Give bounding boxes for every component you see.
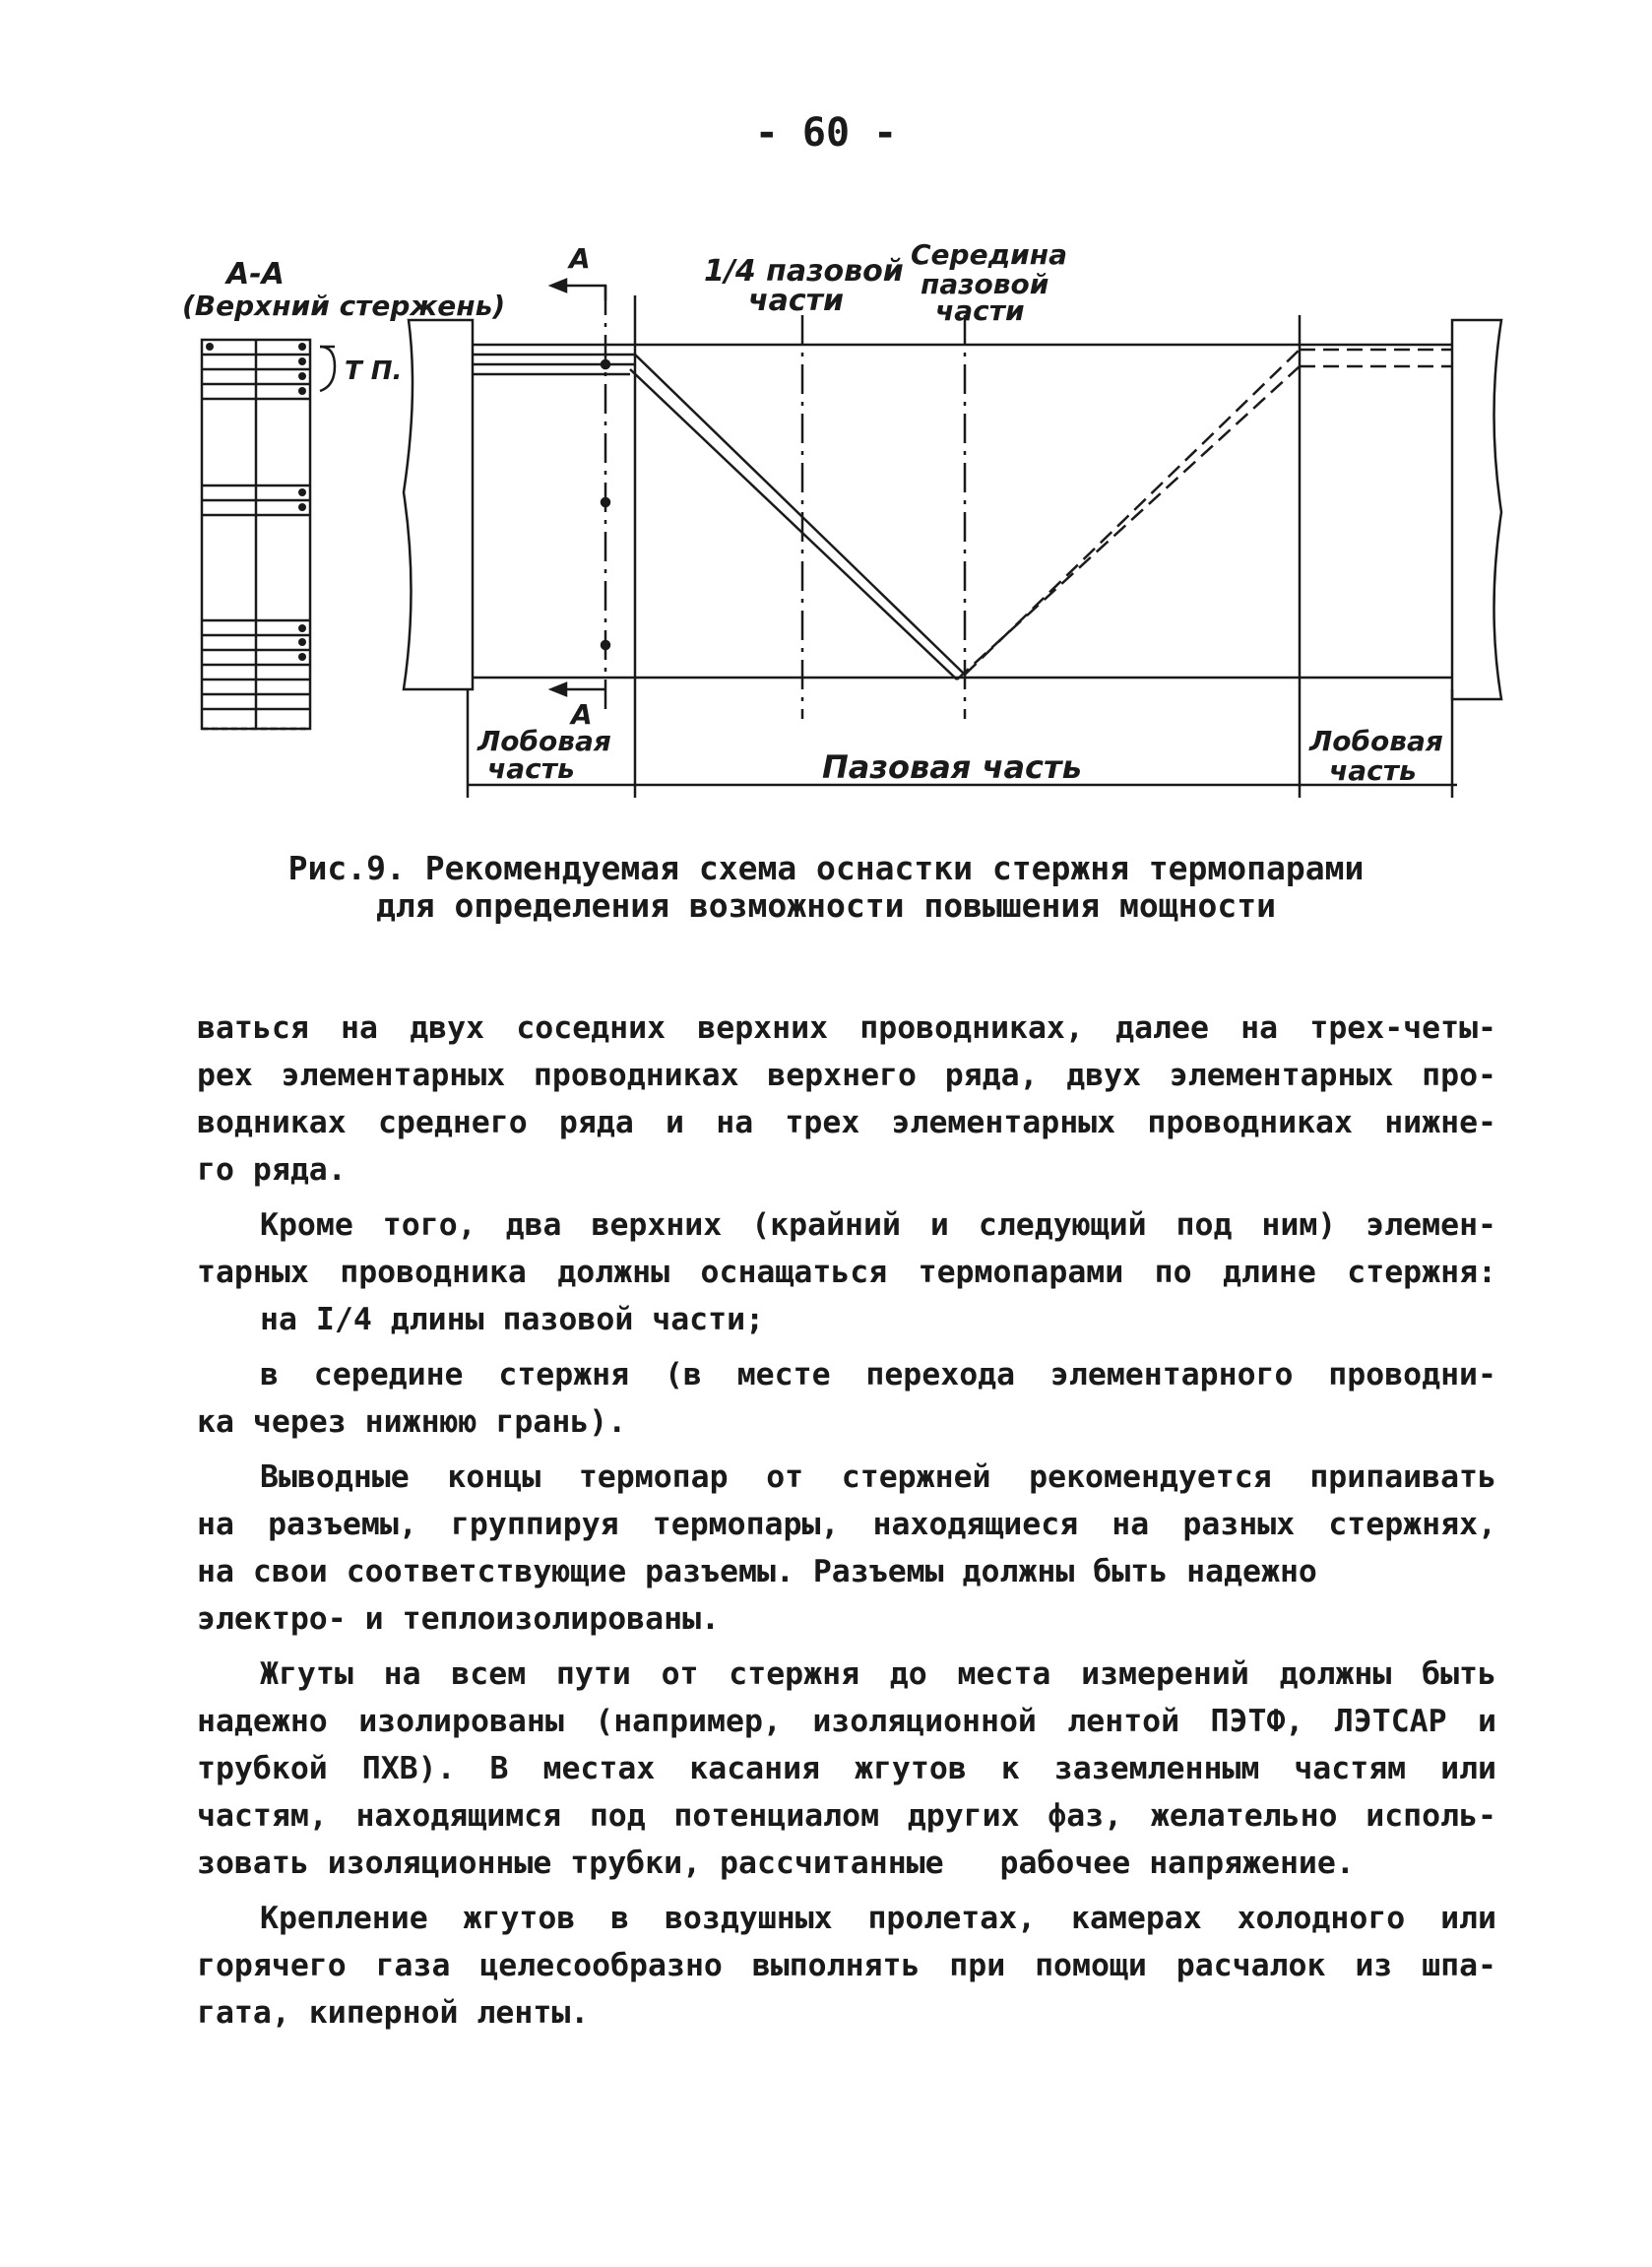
text-line: рех элементарных проводниках верхнего ряда, двух элементарных про- <box>197 1058 1496 1093</box>
right-end-label-2: часть <box>1329 754 1417 787</box>
text-line: надежно изолированы (например, изоляционной лентой ПЭТФ, ЛЭТСАР и <box>197 1704 1496 1739</box>
text-line: Жгуты на всем пути от стержня до места измерений должны быть <box>260 1656 1496 1692</box>
text-line: на разъемы, группируя термопары, находящиеся на разных стержнях, <box>197 1507 1496 1542</box>
tp-bracket <box>320 347 335 391</box>
body-text <box>197 1004 1496 2037</box>
middle-label-1: Середина <box>911 238 1068 271</box>
right-end-core <box>1452 320 1501 699</box>
text-line: гата, киперной ленты. <box>197 1995 590 2031</box>
text-line: водниках среднего ряда и на трех элементарных проводниках нижне- <box>197 1105 1496 1140</box>
arrow-top-label: А <box>569 242 591 275</box>
text-line: электро- и теплоизолированы. <box>197 1601 721 1637</box>
text-line: горячего газа целесообразно выполнять при помощи расчалок из шпа- <box>197 1948 1496 1983</box>
text-line: зовать изоляционные трубки, рассчитанные рабочее напряжение. <box>197 1846 1355 1881</box>
text-line: трубкой ПХВ). В местах касания жгутов к заземленным частям или <box>197 1751 1496 1786</box>
arrow-bottom-label: А <box>571 698 593 731</box>
left-end-label-1: Лобовая <box>477 725 611 757</box>
left-end-label-2: часть <box>487 752 575 785</box>
slot-part-label: Пазовая часть <box>822 748 1082 786</box>
text-line: ка через нижнюю грань). <box>197 1404 627 1440</box>
text-line: го ряда. <box>197 1152 347 1188</box>
middle-label-3: части <box>935 294 1025 327</box>
page-number: - 60 - <box>754 110 898 156</box>
quarter-label-2: части <box>748 284 845 318</box>
text-line: Крепление жгутов в воздушных пролетах, камерах холодного или <box>260 1901 1496 1936</box>
left-end-core <box>404 320 473 689</box>
text-line: ваться на двух соседних верхних проводниках, далее на трех-четы- <box>197 1010 1496 1046</box>
section-sub-label: (Верхний стержень) <box>182 290 506 322</box>
quarter-label-1: 1/4 пазовой <box>704 254 904 289</box>
figure-caption-line-1: Рис.9. Рекомендуемая схема оснастки стержня термопарами <box>287 849 1365 887</box>
bar-thermocouple-diagram <box>0 0 1652 817</box>
text-line: на I/4 длины пазовой части; <box>260 1302 765 1337</box>
text-line: Выводные концы термопар от стержней рекомендуется припаивать <box>260 1459 1496 1495</box>
text-line: в середине стержня (в месте перехода элементарного проводни- <box>260 1357 1496 1393</box>
middle-label-2: пазовой <box>921 268 1049 300</box>
text-line: частям, находящимся под потенциалом других фаз, желательно исполь- <box>197 1798 1496 1834</box>
tp-label: Т П. <box>345 356 403 386</box>
cross-section-drawing <box>202 340 310 729</box>
right-end-label-1: Лобовая <box>1309 725 1443 757</box>
text-line: на свои соответствующие разъемы. Разъемы должны быть надежно <box>197 1554 1317 1589</box>
section-label: А-А <box>226 257 285 291</box>
figure-caption-line-2: для определения возможности повышения мощности <box>376 886 1276 925</box>
text-line: тарных проводника должны оснащаться термопарами по длине стержня: <box>197 1255 1496 1290</box>
text-line: Кроме того, два верхних (крайний и следующий под ним) элемен- <box>260 1207 1496 1243</box>
